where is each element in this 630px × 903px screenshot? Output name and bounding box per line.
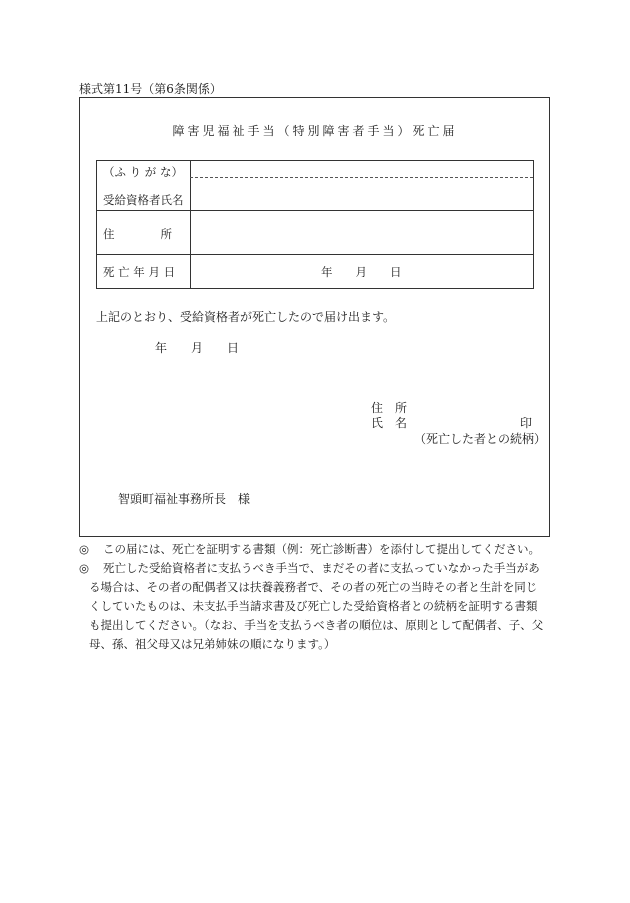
recipient-name-label: 受給資格者氏名	[103, 193, 184, 207]
note-bullet: ◎	[79, 561, 90, 575]
address-label: 住 所	[103, 227, 172, 241]
applicant-address-label: 住 所	[371, 401, 408, 415]
form-title: 障害児福祉手当（特別障害者手当）死亡届	[172, 124, 458, 138]
death-date-field[interactable]: 年 月 日	[321, 265, 402, 279]
relationship-label: （死亡した者との続柄）	[414, 432, 547, 446]
note-attachment	[79, 540, 551, 559]
addressee: 智頭町福祉事務所長 様	[118, 492, 251, 506]
death-date-label: 死 亡 年 月 日	[103, 265, 176, 279]
note-line: も提出してください。（なお、手当を支払うべき者の順位は、原則として配偶者、子、父	[89, 618, 544, 632]
seal-mark: 印	[520, 416, 533, 430]
table-row-divider	[97, 254, 533, 255]
note-unpaid-allowance	[79, 559, 551, 654]
note-line: る場合は、その者の配偶者又は扶養義務者で、その者の死亡の当時その者と生計を同じ	[89, 580, 538, 594]
recipient-name-field[interactable]	[191, 178, 533, 210]
note-line: くしていたものは、未支払手当請求書及び死亡した受給資格者との続柄を証明する書類	[89, 599, 538, 613]
furigana-field[interactable]	[191, 161, 533, 177]
submission-date[interactable]: 年 月 日	[155, 341, 240, 355]
recipient-info-table	[96, 160, 534, 289]
address-field[interactable]	[191, 211, 533, 254]
statement-text: 上記のとおり、受給資格者が死亡したので届け出ます。	[96, 310, 396, 324]
applicant-name-label: 氏 名	[371, 416, 408, 430]
note-bullet: ◎	[79, 542, 90, 556]
note-line: 死亡した受給資格者に支払うべき手当で、まだその者に支払っていなかった手当があ	[103, 561, 540, 575]
note-line: 母、孫、祖父母又は兄弟姉妹の順になります。）	[89, 637, 336, 651]
furigana-label: （ふ り が な）	[103, 165, 183, 179]
form-number-label: 様式第11号（第6条関係）	[79, 82, 222, 96]
note-line: この届には、死亡を証明する書類（例：死亡診断書）を添付して提出してください。	[103, 542, 540, 556]
